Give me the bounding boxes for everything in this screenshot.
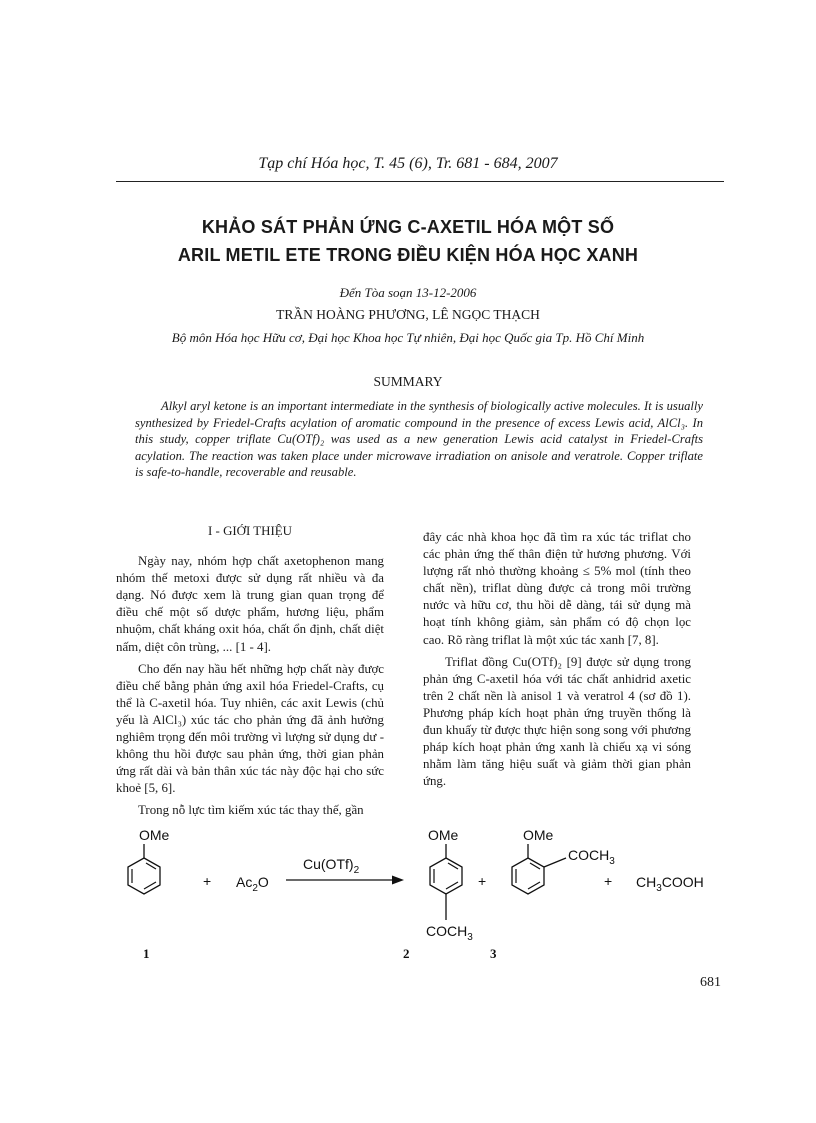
methoxy-label: OMe [139,827,170,843]
paragraph: đây các nhà khoa học đã tìm ra xúc tác triflat cho các phản ứng thế thân điện tử hương phương. Với lượng rất nhỏ thường khoảng ≤ 5% mol (tính theo chất nền), triflat dùng được cả trong môi trường nước và hữu cơ, thu hồi dễ dàng, tái sử dụng mà hoạt tính không giảm, sản phẩm có độ chọn lọc cao. Rõ ràng triflat là một xúc tác xanh [7, 8]. [423,530,691,647]
left-column [116,523,384,825]
compound-number: 3 [490,946,497,961]
authors: TRẦN HOÀNG PHƯƠNG, LÊ NGỌC THẠCH [276,307,540,322]
received-date: Đến Tòa soạn 13-12-2006 [339,285,477,300]
paragraph: Trong nỗ lực tìm kiếm xúc tác thay thế, gần [138,803,364,818]
reagent-subscript: 2 [252,883,258,894]
catalyst-main: Cu(OTf) [303,856,354,872]
acetyl-subscript: 3 [609,856,615,867]
paragraph: Cho đến nay hầu hết những hợp chất này được điều chế bằng phản ứng axil hóa Friedel-Crafts, cụ thể là C-axetil hóa. Tuy nhiên, các axit Lewis (chủ yếu là AlCl₃) xúc tác cho phản ứng đã ảnh hưởng nghiêm trọng đến môi trường vì lượng sử dụng dư - không thu hồi được sau phản ứng, thời gian phản ứng rất dài và bản thân xúc tác này độc hại cho sức khoẻ [5, 6]. [116,661,384,796]
journal-citation: Tạp chí Hóa học, T. 45 (6), Tr. 681 - 684, 2007 [258,155,558,172]
plus-sign: + [478,873,487,889]
catalyst-label [303,856,360,876]
byproduct-subscript: 3 [656,883,662,894]
affiliation: Bộ môn Hóa học Hữu cơ, Đại học Khoa học Tự nhiên, Đại học Quốc gia Tp. Hồ Chí Minh [171,330,645,345]
byproduct-ch: CH [636,874,657,890]
article-title-line-2: ARIL METIL ETE TRONG ĐIỀU KIỆN HÓA HỌC XANH [177,245,639,265]
ortho-product-structure [512,844,566,894]
methoxy-label: OMe [523,827,554,843]
summary-heading: SUMMARY [373,374,443,389]
compound-number: 2 [403,946,410,961]
reagent-tail: O [257,874,269,890]
reagent-main: Ac [236,874,253,890]
acetic-acid [636,874,704,894]
summary-text: Alkyl aryl ketone is an important intermediate in the synthesis of biologically active molecules. It is usually synthesized by Friedel-Crafts acylation of aromatic compound in the presence of excess Lewis acid, AlCl₃. In this study, copper triflate Cu(OTf)₂ was used as a new generation Lewis acid catalyst in Friedel-Crafts acylation. The reaction was taken place under microwave irradiation on anisole and veratrole. Copper triflate is safe-to-handle, recoverable and reusable. [135,399,703,480]
acetyl-subscript: 3 [467,932,473,943]
acetyl-label [568,847,615,867]
header-rule [116,181,724,182]
catalyst-subscript: 2 [353,865,360,876]
arrow-head [392,876,404,885]
paragraph: Ngày nay, nhóm hợp chất axetophenon mang nhóm thế metoxi được sử dụng rất nhiều và đa dạng. Nó được xem là trung gian quan trọng để điều chế một số dược phẩm, hương liệu, phẩm nhuộm, chất kháng oxit hóa, chất ổn định, chất diệt nấm, diệt côn trùng, ... [1 - 4]. [116,554,384,654]
methoxy-label: OMe [428,827,459,843]
paragraph: Triflat đồng Cu(OTf)₂ [9] được sử dụng trong phản ứng C-axetil hóa với tác chất anhidrid axetic trên 2 chất nền là anisol 1 và veratrol 4 (sơ đồ 1). Phương pháp kích hoạt phản ứng truyền thống là đun khuấy từ được thực hiện song song với phương pháp kích hoạt phản ứng xanh là chiếu xạ vi sóng nhằm làm tăng hiệu suất và giảm thời gian phản ứng. [423,654,691,789]
right-column [423,529,691,795]
reaction-scheme [108,822,728,972]
byproduct-cooh: COOH [661,874,704,890]
acetyl-main: COCH [568,847,610,863]
anisole-structure [128,844,160,894]
compound-number: 1 [143,946,150,961]
para-product-structure [430,844,462,920]
plus-sign: + [604,873,613,889]
page-number: 681 [700,975,721,990]
acetic-anhydride [236,874,269,894]
acetyl-main: COCH [426,923,468,939]
acetyl-label [426,923,473,943]
section-heading: I - GIỚI THIỆU [208,524,292,538]
article-title-line-1: KHẢO SÁT PHẢN ỨNG C-AXETIL HÓA MỘT SỐ [201,217,615,237]
plus-sign: + [203,873,212,889]
